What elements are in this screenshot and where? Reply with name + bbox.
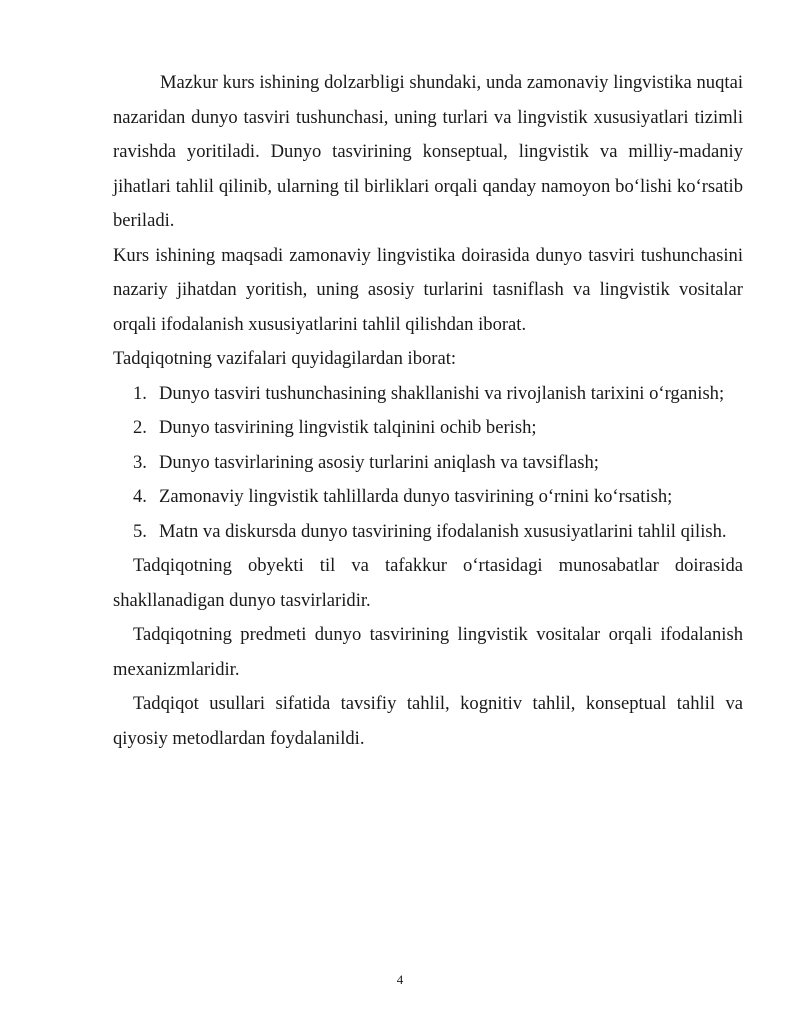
document-page	[113, 66, 743, 756]
list-item-number: 4.	[133, 486, 147, 507]
list-item-number: 5.	[133, 520, 147, 542]
paragraph-relevance: Mazkur kurs ishining dolzarbligi shundaki, unda zamonaviy lingvistika nuqtai nazaridan dunyo tasviri tushunchasi, uning turlari va lingvistik xususiyatlari tizimli ravishda yoritiladi. Dunyo tasvirining konseptual, lingvistik va milliy-madaniy jihatlari tahlil qilinib, ularning til birliklari orqali qanday namoyon bo‘lishi ko‘rsatib beriladi.	[113, 72, 743, 231]
list-item	[113, 446, 743, 481]
page-number: 4	[396, 972, 404, 987]
task-list	[113, 377, 743, 550]
list-item-number: 1.	[133, 382, 147, 404]
list-item-text: Zamonaviy lingvistik tahlillarda dunyo tasvirining o‘rnini ko‘rsatish;	[159, 486, 673, 507]
list-item	[113, 411, 743, 446]
list-item-text: Matn va diskursda dunyo tasvirining ifodalanish xususiyatlarini tahlil qilish.	[159, 520, 727, 542]
list-item-text: Dunyo tasvirining lingvistik talqinini ochib berish;	[159, 417, 537, 438]
paragraph-object: Tadqiqotning obyekti til va tafakkur o‘rtasidagi munosabatlar doirasida shakllanadigan dunyo tasvirlaridir.	[113, 555, 743, 611]
paragraph-tasks-intro: Tadqiqotning vazifalari quyidagilardan iborat:	[113, 348, 457, 369]
list-item	[113, 377, 743, 412]
paragraph-methods: Tadqiqot usullari sifatida tavsifiy tahlil, kognitiv tahlil, konseptual tahlil va qiyosiy metodlardan foydalanildi.	[113, 693, 743, 749]
list-item-number: 3.	[133, 451, 147, 473]
list-item	[113, 515, 743, 550]
list-item	[113, 480, 743, 515]
list-item-text: Dunyo tasvirlarining asosiy turlarini aniqlash va tavsiflash;	[159, 451, 599, 473]
list-item-text: Dunyo tasviri tushunchasining shakllanishi va rivojlanish tarixini o‘rganish;	[159, 382, 725, 404]
paragraph-aim: Kurs ishining maqsadi zamonaviy lingvistika doirasida dunyo tasviri tushunchasini nazariy jihatdan yoritish, uning asosiy turlarini tasniflash va lingvistik vositalar orqali ifodalanish xususiyatlarini tahlil qilishdan iborat.	[113, 244, 743, 335]
list-item-number: 2.	[133, 417, 147, 438]
paragraph-subject: Tadqiqotning predmeti dunyo tasvirining lingvistik vositalar orqali ifodalanish mexanizmlaridir.	[113, 624, 743, 680]
